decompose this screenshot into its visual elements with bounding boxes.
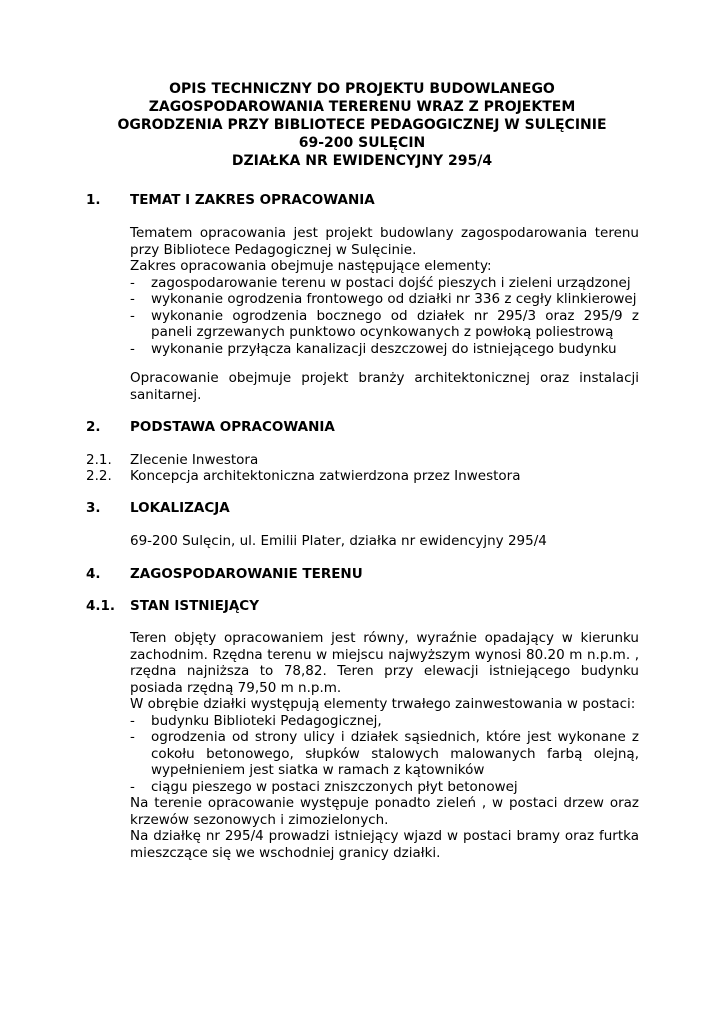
list-item: - budynku Biblioteki Pedagogicznej,	[130, 712, 382, 729]
title-line: ZAGOSPODAROWANIA TERERENU WRAZ Z PROJEKTEM	[148, 99, 576, 115]
section-number: 1.	[86, 192, 101, 208]
scope-paragraph: Zakres opracowania obejmuje następujące elementy:	[130, 258, 492, 274]
list-item: - wykonanie przyłącza kanalizacji deszczowej do istniejącego budynku	[130, 340, 617, 357]
section-number: 3.	[86, 500, 101, 516]
terrain-paragraph: Teren objęty opracowaniem jest równy, wyraźnie opadający w kierunku zachodnim. Rzędna terenu w miejscu najwyższym wynosi 80.20 m n.p.m. , rzędna najniższa to 78,82. Teren przy elewacji istniejącego budynku posiada rzędną 79,50 m n.p.m.	[130, 630, 639, 696]
title-line: OPIS TECHNICZNY DO PROJEKTU BUDOWLANEGO	[169, 81, 555, 97]
elements-list	[130, 713, 639, 796]
subitem-2-1: 2.1. Zlecenie Inwestora	[86, 452, 259, 468]
section-title: STAN ISTNIEJĄCY	[130, 598, 259, 614]
location-text: 69-200 Sulęcin, ul. Emilii Plater, działka nr ewidencyjny 295/4	[130, 533, 547, 549]
section-number: 4.	[86, 566, 101, 582]
access-paragraph: Na działkę nr 295/4 prowadzi istniejący wjazd w postaci bramy oraz furtka mieszczące się we wschodniej granicy działki.	[130, 828, 639, 861]
section-title: LOKALIZACJA	[130, 500, 230, 516]
intro-paragraph: Tematem opracowania jest projekt budowlany zagospodarowania terenu przy Bibliotece Pedagogicznej w Sulęcinie.	[130, 225, 639, 258]
section-title: ZAGOSPODAROWANIE TERENU	[130, 566, 363, 582]
greenery-paragraph: Na terenie opracowanie występuje ponadto zieleń , w postaci drzew oraz krzewów sezonowych i zimozielonych.	[130, 795, 639, 828]
list-item: - wykonanie ogrodzenia bocznego od działek nr 295/3 oraz 295/9 z paneli zgrzewanych punktowo ocynkowanych z powłoką poliestrową	[130, 307, 639, 340]
section-1-heading	[86, 192, 375, 209]
section-number: 2.	[86, 419, 101, 435]
section-title: TEMAT I ZAKRES OPRACOWANIA	[130, 192, 375, 208]
section-title: PODSTAWA OPRACOWANIA	[130, 419, 335, 435]
section-2-heading	[86, 419, 335, 436]
scope-list	[130, 275, 639, 358]
list-item: - ogrodzenia od strony ulicy i działek sąsiednich, które jest wykonane z cokołu betonowego, słupków stalowych malowanych farbą olejną, wypełnieniem jest siatka w ramach z kątowników	[130, 729, 639, 778]
subitem-2-2: 2.2. Koncepcja architektoniczna zatwierdzona przez Inwestora	[86, 468, 521, 484]
section-number: 4.1.	[86, 598, 116, 614]
document-title	[80, 80, 644, 170]
section-4-1-heading	[86, 598, 259, 615]
section-1-body	[130, 225, 639, 357]
elements-intro: W obrębie działki występują elementy trwałego zainwestowania w postaci:	[130, 696, 636, 712]
list-item: - zagospodarowanie terenu w postaci dojść pieszych i zieleni urządzonej	[130, 274, 631, 291]
closing-paragraph: Opracowanie obejmuje projekt branży architektonicznej oraz instalacji sanitarnej.	[130, 370, 639, 403]
title-line: OGRODZENIA PRZY BIBLIOTECE PEDAGOGICZNEJ W SULĘCINIE	[117, 117, 607, 133]
list-item: - wykonanie ogrodzenia frontowego od działki nr 336 z cegły klinkierowej	[130, 291, 637, 307]
title-line: 69-200 SULĘCIN	[298, 135, 426, 151]
title-line: DZIAŁKA NR EWIDENCYJNY 295/4	[231, 153, 493, 169]
section-4-heading	[86, 566, 363, 583]
section-4-1-body	[130, 630, 639, 861]
section-3-heading	[86, 500, 230, 517]
list-item: - ciągu pieszego w postaci zniszczonych płyt betonowej	[130, 778, 518, 795]
